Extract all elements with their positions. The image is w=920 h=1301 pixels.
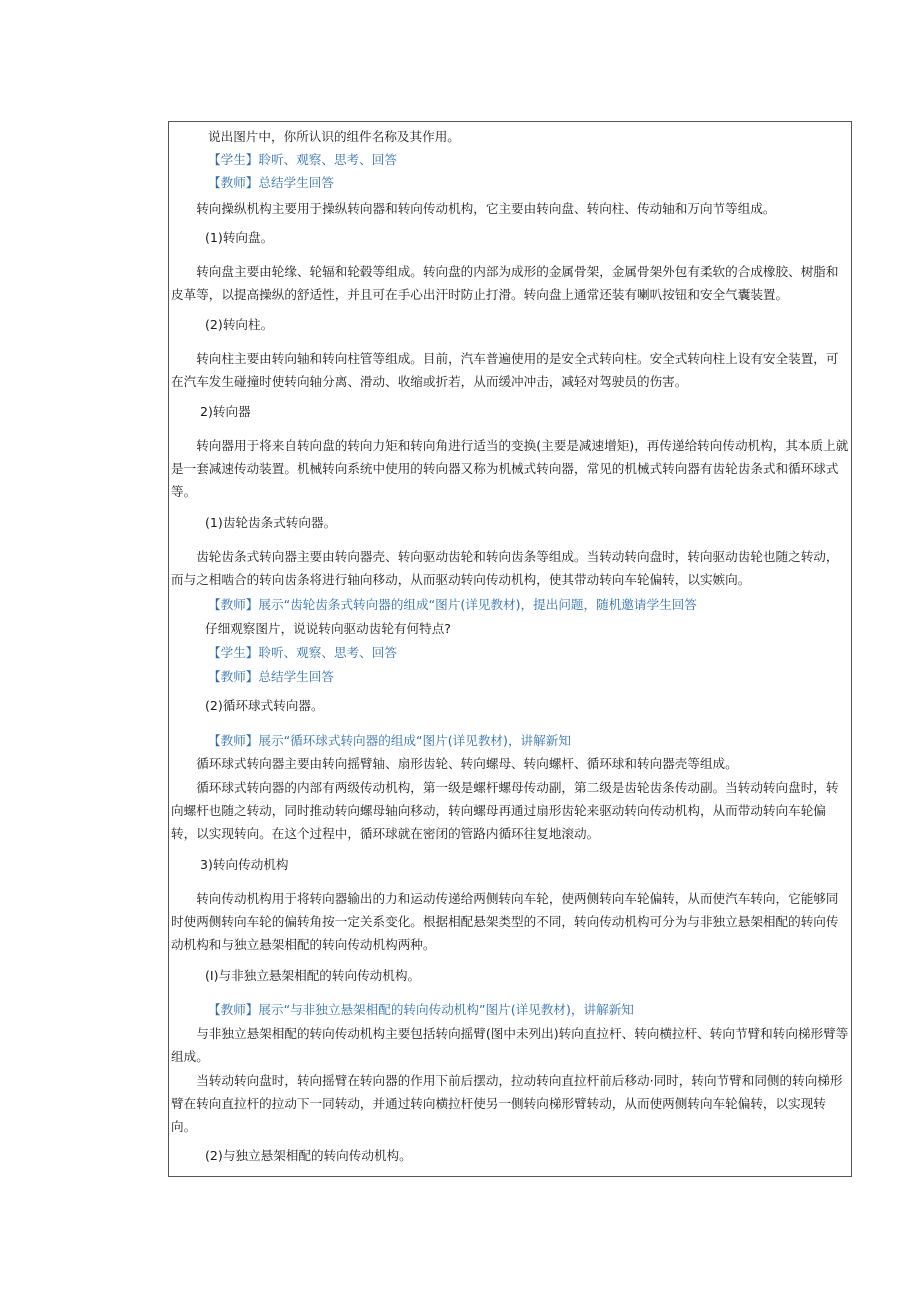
paragraph-steering-linkage: 转向传动机构用于将转向器输出的力和运动传递给两侧转向车轮，使两侧转向车轮偏转，从而使汽车转向，它能够同时使两侧转向车轮的偏转角按一定关系变化。根据相配悬架类型的不同，转向传动机构可分为与非独立悬架相配的转向传动机构和与独立悬架相配的转向传动机构两种。	[171, 891, 839, 952]
paragraph-steering-gear: 转向器用于将来自转向盘的转向力矩和转向角进行适当的变换(主要是减速增矩)，再传递给转向传动机构，其本质上就是一套减速传动装置。机械转向系统中使用的转向器又称为机械式转向器，常见的机械式转向器有齿轮齿条式和循环球式等。	[171, 438, 849, 499]
heading-recirculating-ball: (2)循环球式转向器。	[205, 698, 324, 713]
heading-independent-suspension-linkage: (2)与独立悬架相配的转向传动机构。	[205, 1148, 412, 1163]
paragraph-steering-column: 转向柱主要由转向轴和转向柱管等组成。目前，汽车普遍使用的是安全式转向柱。安全式转向柱上设有安全装置，可在汽车发生碰撞时使转向轴分离、滑动、收缩或折若，从而缓冲冲击，减轻对驾驶员的伤害。	[171, 351, 839, 389]
teacher-show-dependent-linkage: 【教师】展示“与非独立悬架相配的转向传动机构”图片(详见教材)，讲解新知	[208, 1002, 634, 1017]
teacher-summary: 【教师】总结学生回答	[208, 175, 334, 190]
heading-steering-linkage: 3)转向传动机构	[200, 857, 289, 872]
paragraph-recirculating-ball-parts: 循环球式转向器主要由转向摇臂轴、扇形齿轮、转向螺母、转向螺杆、循环球和转向器壳等组成。	[196, 756, 738, 771]
student-activity-2: 【学生】聆听、观察、思考、回答	[208, 645, 397, 660]
heading-rack-pinion: (1)齿轮齿条式转向器。	[205, 515, 337, 530]
teacher-show-rack-pinion: 【教师】展示“齿轮齿条式转向器的组成“图片(详见教材)，提出问题，随机邀请学生回答	[208, 597, 697, 612]
teacher-summary-2: 【教师】总结学生回答	[208, 669, 334, 684]
paragraph-rack-pinion: 齿轮齿条式转向器主要由转向器壳、转向驱动齿轮和转向齿条等组成。当转动转向盘时，转向驱动齿轮也随之转动，而与之相啮合的转向齿条将进行轴向移动，从而驱动转向传动机构，使其带动转向车轮偏转，以实嫉向。	[171, 549, 839, 587]
heading-dependent-suspension-linkage: (I)与非独立悬架相配的转向传动机构。	[205, 968, 421, 983]
paragraph-dependent-linkage-working: 当转动转向盘时，转向摇臂在转向器的作用下前后摆动，拉动转向直拉杆前后移动·同时，转向节臂和同侧的转向梯形臂在转向直拉杆的拉动下一同转动，并通过转向横拉杆使另一侧转向梯形臂转动，从而使两侧转向车轮偏转，以实现转向。	[171, 1073, 843, 1134]
question-prompt: 说出图片中，你所认识的组件名称及其作用。	[208, 129, 460, 144]
paragraph-steering-wheel: 转向盘主要由轮缘、轮辐和轮毂等组成。转向盘的内部为成形的金属骨架，金属骨架外包有柔软的合成橡胶、树脂和皮革等，以提高操纵的舒适性，并且可在手心出汗时防止打滑。转向盘上通常还装有喇叭按钮和安全气囊装置。	[171, 264, 839, 302]
heading-steering-column: (2)转向柱。	[205, 317, 274, 332]
teacher-show-recirculating-ball: 【教师】展示“循环球式转向器的组成“图片(详见教材)，讲解新知	[208, 733, 571, 748]
paragraph-dependent-linkage-parts: 与非独立悬架相配的转向传动机构主要包括转向摇臂(图中未列出)转向直拉杆、转向横拉杆、转向节臂和转向梯形臂等组成。	[171, 1026, 849, 1064]
student-activity: 【学生】聆听、观察、思考、回答	[208, 152, 397, 167]
paragraph-steering-control: 转向操纵机构主要用于操纵转向器和转向传动机构，它主要由转向盘、转向柱、传动轴和万向节等组成。	[196, 201, 776, 216]
question-pinion-features: 仔细观察图片，说说转向驱动齿轮有何特点?	[205, 621, 451, 636]
heading-steering-wheel: (1)转向盘。	[205, 230, 274, 245]
heading-steering-gear: 2)转向器	[200, 404, 251, 419]
paragraph-recirculating-ball-working: 循环球式转向器的内部有两级传动机构，第一级是螺杆螺母传动副，第二级是齿轮齿条传动副。当转动转向盘时，转向螺杆也随之转动，同时推动转向螺母轴向移动，转向螺母再通过扇形齿轮来驱动转向传动机构，从而带动转向车轮偏转，以实现转向。在这个过程中，循环球就在密闭的管路内循环往复地滚动。	[171, 780, 839, 841]
